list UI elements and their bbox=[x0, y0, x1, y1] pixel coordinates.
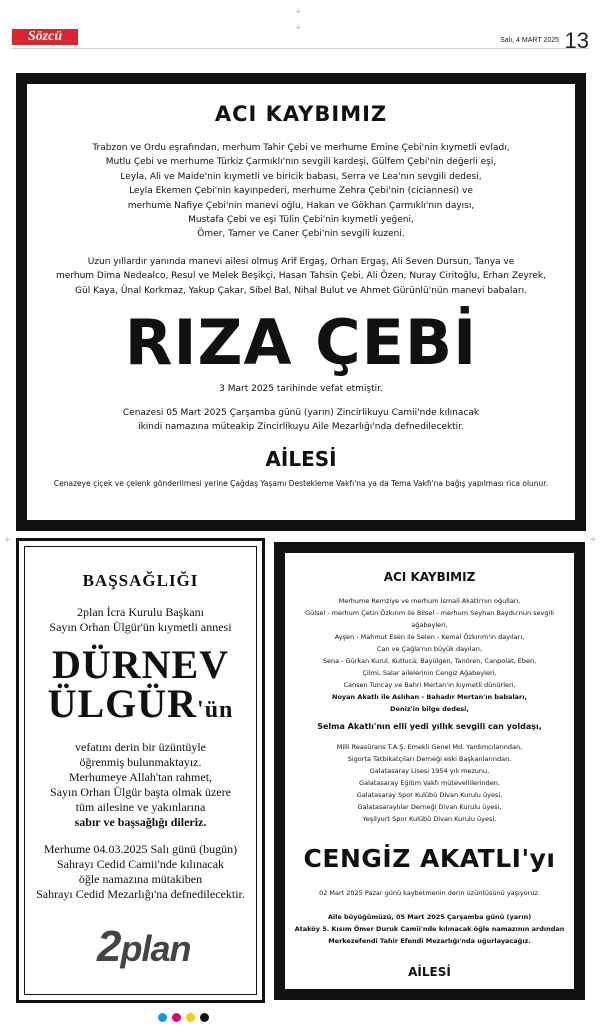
text-line: Deniz'in bilge dedesi, bbox=[390, 705, 469, 713]
text-line: Galatasaraylılar Derneği Divan Kurulu üyesi, bbox=[357, 803, 502, 811]
death-date: 02 Mart 2025 Pazar günü kaybetmenin derin üzüntüsünü yaşıyoruz. bbox=[319, 889, 540, 897]
text-line: merhume Nafiye Çebi'nin manevi oğlu, Hakan ve Gökhan Çarmıklı'nın dayısı, bbox=[127, 200, 475, 211]
header-divider bbox=[12, 48, 589, 49]
text-line: Noyan Akatlı ile Aslıhan - Bahadır Mertan'ın babaları, bbox=[332, 693, 527, 701]
page-date: Salı, 4 MART 2025 bbox=[500, 37, 559, 44]
page-number: 13 bbox=[564, 28, 589, 53]
text-line: Ayşen - Mahmut Esen ile Selen - Kemal Özkırım'ın dayıları, bbox=[334, 633, 525, 641]
text-line: Mutlu Çebi ve merhume Türkiz Çarmıklı'nın sevgili kardeşi, Gülfem Çebi'nin değerli eşi, bbox=[105, 157, 497, 168]
death-date: 3 Mart 2025 tarihinde vefat etmiştir. bbox=[219, 384, 383, 395]
cyan-dot-icon bbox=[158, 1013, 167, 1022]
text-line: merhum Dima Nedealco, Resul ve Melek Beşikçi, Hasan Tahsin Çebi, Ali Özen, Nuray Ciritoğlu, Erhan Zeyrek, bbox=[56, 271, 546, 282]
deceased-name: CENGİZ AKATLI'yı bbox=[303, 844, 556, 873]
deceased-name bbox=[25, 642, 256, 730]
notice-heading: ACI KAYBIMIZ bbox=[383, 570, 476, 584]
obituary-riza-cebi bbox=[16, 73, 586, 531]
family-signature: AİLESİ bbox=[265, 447, 337, 472]
sozcu-logo: Sözcü bbox=[12, 29, 78, 45]
funeral-line: Sahrayı Cedid Mezarlığı'na defnedilecektir. bbox=[36, 887, 245, 901]
text-line: Ömer, Tamer ve Caner Çebi'nin sevgili kuzeni. bbox=[197, 229, 405, 240]
text-line: Can ve Çağla'nın büyük dayıları, bbox=[376, 645, 483, 653]
funeral-line: Sahrayı Cedid Camii'nde kılınacak bbox=[56, 857, 225, 871]
obituary-cengiz-akatli bbox=[274, 542, 585, 1000]
funeral-line: ikindi namazına müteakip Zincirlikuyu Aile Mezarlığı'nda defnedilecektir. bbox=[138, 422, 464, 433]
condolence-durnev-ulgur bbox=[16, 538, 265, 1003]
family-signature: AİLESİ bbox=[408, 965, 451, 979]
text-line: vefatını derin bir üzüntüyle bbox=[75, 740, 206, 754]
name-line: DÜRNEV bbox=[51, 642, 230, 687]
registration-mark-icon: + bbox=[590, 534, 597, 546]
name-suffix: 'ün bbox=[197, 697, 234, 723]
text-line: Galatasaray Spor Kulübü Divan Kurulu üyesi, bbox=[356, 791, 503, 799]
donation-note: Cenazeye çiçek ve çelenk gönderilmesi yerine Çağdaş Yaşamı Destekleme Vakfı'na ya da Tema Vakfı'na bağış yapılması rica olunur. bbox=[53, 479, 549, 489]
registration-mark-icon: + bbox=[295, 6, 302, 18]
text-line: Sayın Orhan Ülgür başta olmak üzere bbox=[50, 785, 231, 799]
registration-mark-icon: + bbox=[295, 22, 302, 34]
funeral-line: Merhume 04.03.2025 Salı günü (bugün) bbox=[43, 842, 238, 856]
text-line: Milli Reasürans T.A.Ş. Emekli Genel Md. Yardımcılarından, bbox=[336, 743, 523, 751]
funeral-line: Merkezefendi Tahir Efendi Mezarlığı'nda uğurlayacağız. bbox=[328, 937, 531, 945]
funeral-line: Aile büyüğümüzü, 05 Mart 2025 Çarşamba günü (yarın) bbox=[327, 913, 532, 921]
funeral-line: Cenazesi 05 Mart 2025 Çarşamba günü (yarın) Zincirlikuyu Camii'nde kılınacak bbox=[122, 408, 480, 419]
text-line: tüm ailesine ve yakınlarına bbox=[75, 800, 206, 814]
text-line: Mustafa Çebi ve eşi Tülin Çebi'nin kıymetli yeğeni, bbox=[188, 215, 414, 226]
registration-mark-icon: + bbox=[4, 534, 11, 546]
text-line: Leyla, Ali ve Maide'nin kıymetli ve biricik babası, Serra ve Lea'nın sevgili dedesi, bbox=[120, 171, 482, 182]
name-line: ÜLGÜR bbox=[47, 681, 198, 726]
funeral-line: Ataköy 5. Kısım Ömer Duruk Camii'nde kılınacak öğle namazının ardından bbox=[294, 925, 565, 933]
black-dot-icon bbox=[200, 1013, 209, 1022]
text-line: Galatasaray Eğitim Vakfı mütevellilerinden, bbox=[359, 779, 500, 787]
text-line: Merhumeye Allah'tan rahmet, bbox=[68, 770, 213, 784]
magenta-dot-icon bbox=[172, 1013, 181, 1022]
2plan-logo: 2plan bbox=[97, 922, 191, 971]
deceased-name: RIZA ÇEBİ bbox=[124, 306, 478, 380]
condolence-wish: sabır ve başsağlığı dileriz. bbox=[74, 815, 207, 829]
text-line: Galatasaray Lisesi 1954 yılı mezunu, bbox=[369, 767, 490, 775]
spouse-line: Selma Akatlı'nın elli yedi yıllık sevgili can yoldaşı, bbox=[317, 722, 542, 731]
print-color-marks bbox=[158, 1009, 214, 1027]
text-line: Sena - Gürkan Kurul, Kutluca, Bayülgen, Tanören, Canpolat, Eben, bbox=[322, 657, 537, 665]
text-line: Yeşilyurt Spor Kulübü Divan Kurulu üyesi, bbox=[362, 815, 497, 823]
text-line: Uzun yıllardır yanında manevi ailesi olmuş Arif Ergaş, Orhan Ergaş, Ali Seven Dursun, Tanya ve bbox=[87, 256, 515, 267]
relatives-paragraph bbox=[27, 141, 575, 242]
funeral-line: öğle namazına mütakiben bbox=[78, 872, 203, 886]
text-line: Sayın Orhan Ülgür'ün kıymetli annesi bbox=[49, 620, 232, 634]
text-line: Çilmi, Salar ailelerinin Cengiz Ağabeyleri, bbox=[362, 669, 497, 677]
text-line: Leyla Ekemen Çebi'nin kayınpederi, merhume Zehra Çebi'nin (ciciannesi) ve bbox=[129, 186, 473, 197]
text-line: 2plan İcra Kurulu Başkanı bbox=[77, 605, 204, 619]
text-line: Sigorta Tatbikatçıları Derneği eski Başkanlarından, bbox=[347, 755, 512, 763]
text-line: öğrenmiş bulunmaktayız. bbox=[79, 755, 202, 769]
text-line: Gülsel - merhum Çetin Özkırım ile Bilsel - merhum Seyhan Baydu'nun sevgili ağabeyleri, bbox=[305, 609, 554, 629]
notice-heading: BAŞSAĞLIĞI bbox=[82, 571, 199, 590]
notice-heading: ACI KAYBIMIZ bbox=[214, 102, 388, 126]
text-line: Cansen Tuncay ve Bahri Mertan'ın kıymetli dünürleri, bbox=[343, 681, 516, 689]
spiritual-family-paragraph bbox=[27, 255, 575, 298]
text-line: Gül Kaya, Ünal Korkmaz, Yakup Çakar, Sibel Bal, Nihal Bulut ve Ahmet Gürünlü'nün manevi babaları. bbox=[75, 285, 527, 296]
yellow-dot-icon bbox=[186, 1013, 195, 1022]
text-line: Merhume Remziye ve merhum İsmail Akatlı'nın oğulları, bbox=[338, 597, 521, 605]
text-line: Trabzon ve Ordu eşrafından, merhum Tahir Çebi ve merhume Emine Çebi'nin kıymetli evladı, bbox=[92, 143, 510, 153]
